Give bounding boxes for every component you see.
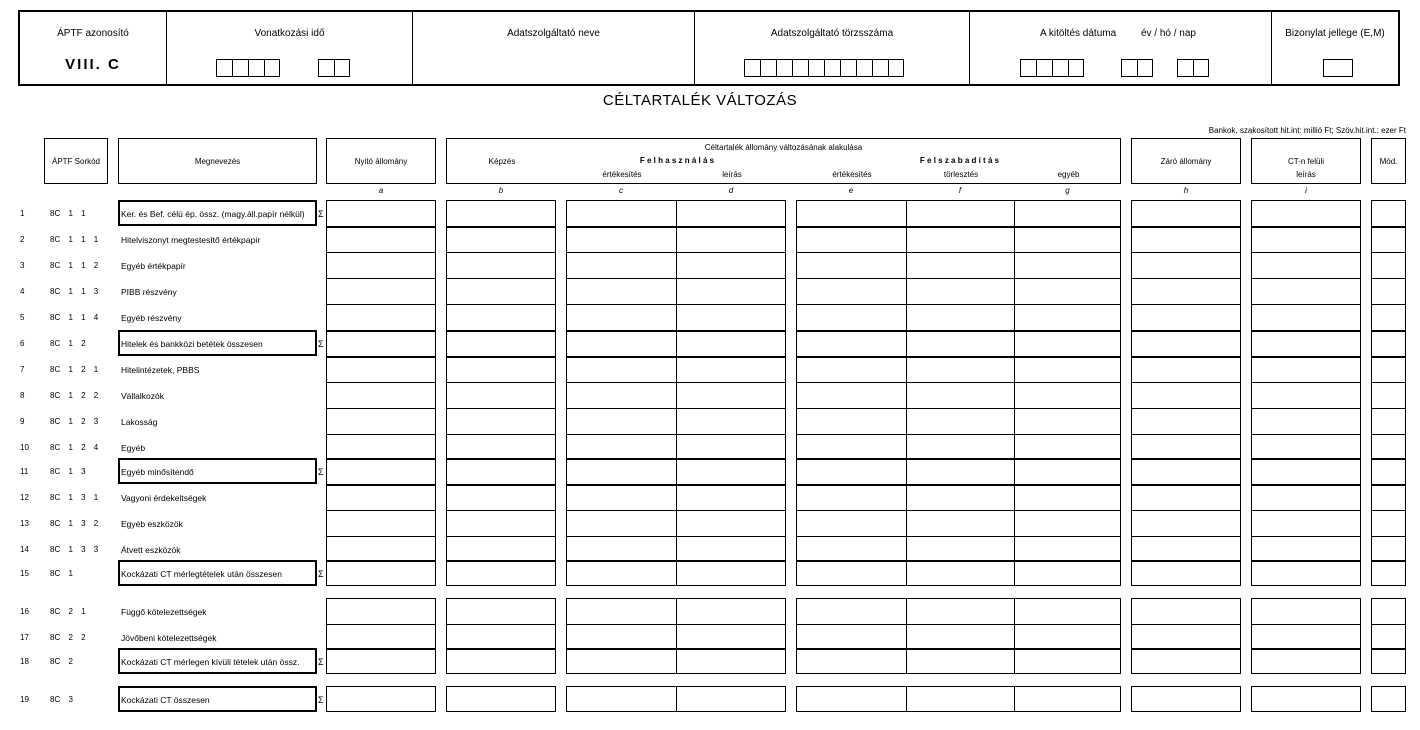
col-group-header [446,138,1121,184]
grid-row-divider [796,356,1121,358]
grid-row-divider [1371,252,1406,253]
grid-row-divider [1251,304,1361,305]
grid-block[interactable] [1131,598,1241,674]
grid-row-divider [1251,648,1361,650]
doc-type-cell [1272,12,1398,84]
grid-row-divider [796,382,1121,383]
col-letter-d: d [728,186,734,195]
grid-row-divider [326,382,436,383]
grid-column-divider [676,200,677,586]
grid-block[interactable] [326,686,436,712]
grid-row-divider [446,458,556,460]
grid-row-divider [1131,484,1241,486]
grid-block[interactable] [326,598,436,674]
grid-row-divider [326,484,436,486]
col-letter-c: c [619,186,623,195]
grid-row-divider [1371,278,1406,279]
grid-column-divider [906,200,907,586]
form-header [18,10,1400,86]
grid-row-divider [1371,330,1406,332]
grid-row-divider [1131,330,1241,332]
grid-block[interactable] [446,200,556,586]
grid-row-divider [446,536,556,537]
grid-row-divider [1131,304,1241,305]
period-label: Vonatkozási idő [254,28,325,39]
grid-block[interactable] [1251,598,1361,674]
sum-icon: Σ [318,695,324,705]
grid-row-divider [326,226,436,228]
grid-row-divider [566,278,786,279]
col-nyito-header: Nyitó állomány [326,138,436,184]
grid-row-divider [1131,648,1241,650]
period-year-boxes[interactable] [216,59,280,77]
fill-date-cell [970,12,1272,84]
period-month-boxes[interactable] [318,59,350,77]
grid-row-divider [566,304,786,305]
grid-row-divider [1251,624,1361,625]
grid-row-divider [326,510,436,511]
grid-row-divider [1371,648,1406,650]
grid-row-divider [1251,252,1361,253]
grid-row-divider [326,278,436,279]
grid-row-divider [326,458,436,460]
grid-row-divider [446,510,556,511]
grid-row-divider [1371,304,1406,305]
grid-row-divider [566,434,786,435]
felszabaditas-label: F e l s z a b a d í t á s [919,156,1000,165]
grid-row-divider [446,356,556,358]
fill-date-title: A kitöltés dátuma [1040,28,1117,39]
date-year-boxes[interactable] [1020,59,1084,77]
grid-row-divider [1131,434,1241,435]
fill-date-format: év / hó / nap [1140,28,1196,39]
sub-egyeb-g: egyéb [1057,170,1080,179]
grid-row-divider [1251,484,1361,486]
provider-name-cell[interactable] [413,12,695,84]
grid-row-divider [1371,560,1406,562]
col-letter-e: e [848,186,854,195]
grid-row-divider [1251,536,1361,537]
col-letter-i: i [1305,186,1307,195]
grid-row-divider [566,510,786,511]
grid-row-divider [1251,382,1361,383]
grid-row-divider [1371,510,1406,511]
grid-row-divider [326,304,436,305]
grid-row-divider [1131,510,1241,511]
grid-block[interactable] [1131,200,1241,586]
grid-row-divider [1371,458,1406,460]
grid-column-divider [1014,686,1015,712]
provider-name-label: Adatszolgáltató neve [507,28,600,39]
grid-row-divider [446,648,556,650]
grid-row-divider [1131,278,1241,279]
grid-row-divider [566,458,786,460]
sum-icon: Σ [318,569,324,579]
col-ct-header: CT-n felüli leírás [1251,138,1361,184]
grid-row-divider [1131,560,1241,562]
grid-row-divider [796,536,1121,537]
grid-row-divider [566,226,786,228]
grid-row-divider [796,304,1121,305]
grid-row-divider [566,252,786,253]
grid-row-divider [446,278,556,279]
grid-row-divider [326,624,436,625]
grid-row-divider [566,408,786,409]
grid-block[interactable] [1251,200,1361,586]
grid-row-divider [446,560,556,562]
grid-row-divider [566,356,786,358]
grid-row-divider [446,408,556,409]
unit-note: Bankok, szakosított hit.int: millió Ft; Szöv.hit.int.: ezer Ft [1208,126,1406,135]
grid-row-divider [326,330,436,332]
felhasznalas-label: F e l h a s z n á l á s [639,156,715,165]
col-letter-a: a [378,186,384,195]
grid-row-divider [326,536,436,537]
grid-row-divider [446,484,556,486]
fill-date-label [970,28,1271,39]
grid-row-divider [1371,624,1406,625]
grid-block[interactable] [1371,200,1406,586]
grid-row-divider [1131,252,1241,253]
grid-block[interactable] [1371,686,1406,712]
doc-type-box[interactable] [1323,59,1353,77]
grid-row-divider [1251,226,1361,228]
col-letter-h: h [1183,186,1189,195]
grid-row-divider [1131,458,1241,460]
grid-column-divider [906,598,907,674]
grid-row-divider [1251,560,1361,562]
grid-row-divider [446,252,556,253]
grid-row-divider [1371,536,1406,537]
grid-block[interactable] [446,686,556,712]
grid-row-divider [796,434,1121,435]
grid-row-divider [1251,356,1361,358]
grid-row-divider [796,252,1121,253]
grid-row-divider [1131,624,1241,625]
grid-row-divider [566,330,786,332]
group-title: Céltartalék állomány változásának alakulása [704,143,863,152]
grid-row-divider [1131,226,1241,228]
grid-column-divider [676,686,677,712]
provider-id-boxes[interactable] [744,59,904,77]
grid-row-divider [1131,382,1241,383]
grid-row-divider [796,560,1121,562]
aptf-id-label: ÁPTF azonosító [57,28,129,39]
grid-row-divider [796,458,1121,460]
sum-icon: Σ [318,467,324,477]
grid-row-divider [326,252,436,253]
grid-row-divider [796,330,1121,332]
grid-row-divider [446,330,556,332]
grid-row-divider [1371,356,1406,358]
grid-row-divider [1371,434,1406,435]
grid-block[interactable] [796,686,1121,712]
provider-id-cell [695,12,970,84]
col-letter-g: g [1065,186,1070,195]
grid-block[interactable] [796,598,1121,674]
col-letter-b: b [498,186,504,195]
grid-row-divider [796,624,1121,625]
sum-icon: Σ [318,209,324,219]
grid-row-divider [1251,408,1361,409]
grid-block[interactable] [1251,686,1361,712]
grid-row-divider [1251,458,1361,460]
grid-row-divider [1371,226,1406,228]
grid-row-divider [326,408,436,409]
period-cell [167,12,413,84]
grid-row-divider [1371,484,1406,486]
col-letter-f: f [958,186,962,195]
grid-row-divider [326,560,436,562]
grid-row-divider [566,560,786,562]
col-mod-header: Mód. [1371,138,1406,184]
grid-row-divider [1251,510,1361,511]
sum-icon: Σ [318,657,324,667]
grid-block[interactable] [1371,598,1406,674]
grid-block[interactable] [326,200,436,586]
grid-row-divider [446,226,556,228]
grid-row-divider [326,434,436,435]
grid-column-divider [906,686,907,712]
col-sorkod-header: ÁPTF Sorkód [44,138,108,184]
sub-leiras-d: leírás [722,170,742,179]
grid-row-divider [566,648,786,650]
grid-row-divider [1371,408,1406,409]
grid-row-divider [796,226,1121,228]
col-megnevezes-header: Megnevezés [118,138,317,184]
grid-block[interactable] [1131,686,1241,712]
grid-row-divider [1251,434,1361,435]
grid-block[interactable] [446,598,556,674]
provider-id-label: Adatszolgáltató törzsszáma [770,28,894,39]
grid-row-divider [566,624,786,625]
grid-row-divider [1131,536,1241,537]
grid-row-divider [1131,356,1241,358]
grid-row-divider [796,278,1121,279]
doc-type-label: Bizonylat jellege (E,M) [1285,28,1385,39]
aptf-code: VIII. C [65,56,121,73]
col-kepzes-label: Képzés [488,157,516,166]
sub-ertekesites-c: értékesítés [602,170,642,179]
sub-torlesztes-f: törlesztés [943,170,979,179]
sub-ertekesites-e: értékesítés [832,170,872,179]
grid-row-divider [446,624,556,625]
grid-row-divider [446,382,556,383]
grid-row-divider [446,434,556,435]
grid-column-divider [1014,598,1015,674]
grid-row-divider [1131,408,1241,409]
grid-row-divider [1371,382,1406,383]
grid-row-divider [566,536,786,537]
grid-column-divider [1014,200,1015,586]
grid-row-divider [796,648,1121,650]
grid-row-divider [326,648,436,650]
date-month-boxes[interactable] [1121,59,1153,77]
grid-row-divider [1251,330,1361,332]
aptf-id-cell [20,12,167,84]
grid-column-divider [676,598,677,674]
date-day-boxes[interactable] [1177,59,1209,77]
grid-row-divider [566,382,786,383]
grid-row-divider [796,408,1121,409]
grid-row-divider [326,356,436,358]
grid-row-divider [796,510,1121,511]
grid-row-divider [566,484,786,486]
col-zaro-header: Záró állomány [1131,138,1241,184]
grid-row-divider [1251,278,1361,279]
form-title: CÉLTARTALÉK VÁLTOZÁS [602,92,798,109]
grid-row-divider [796,484,1121,486]
sum-icon: Σ [318,339,324,349]
grid-row-divider [446,304,556,305]
grid-block[interactable] [796,200,1121,586]
